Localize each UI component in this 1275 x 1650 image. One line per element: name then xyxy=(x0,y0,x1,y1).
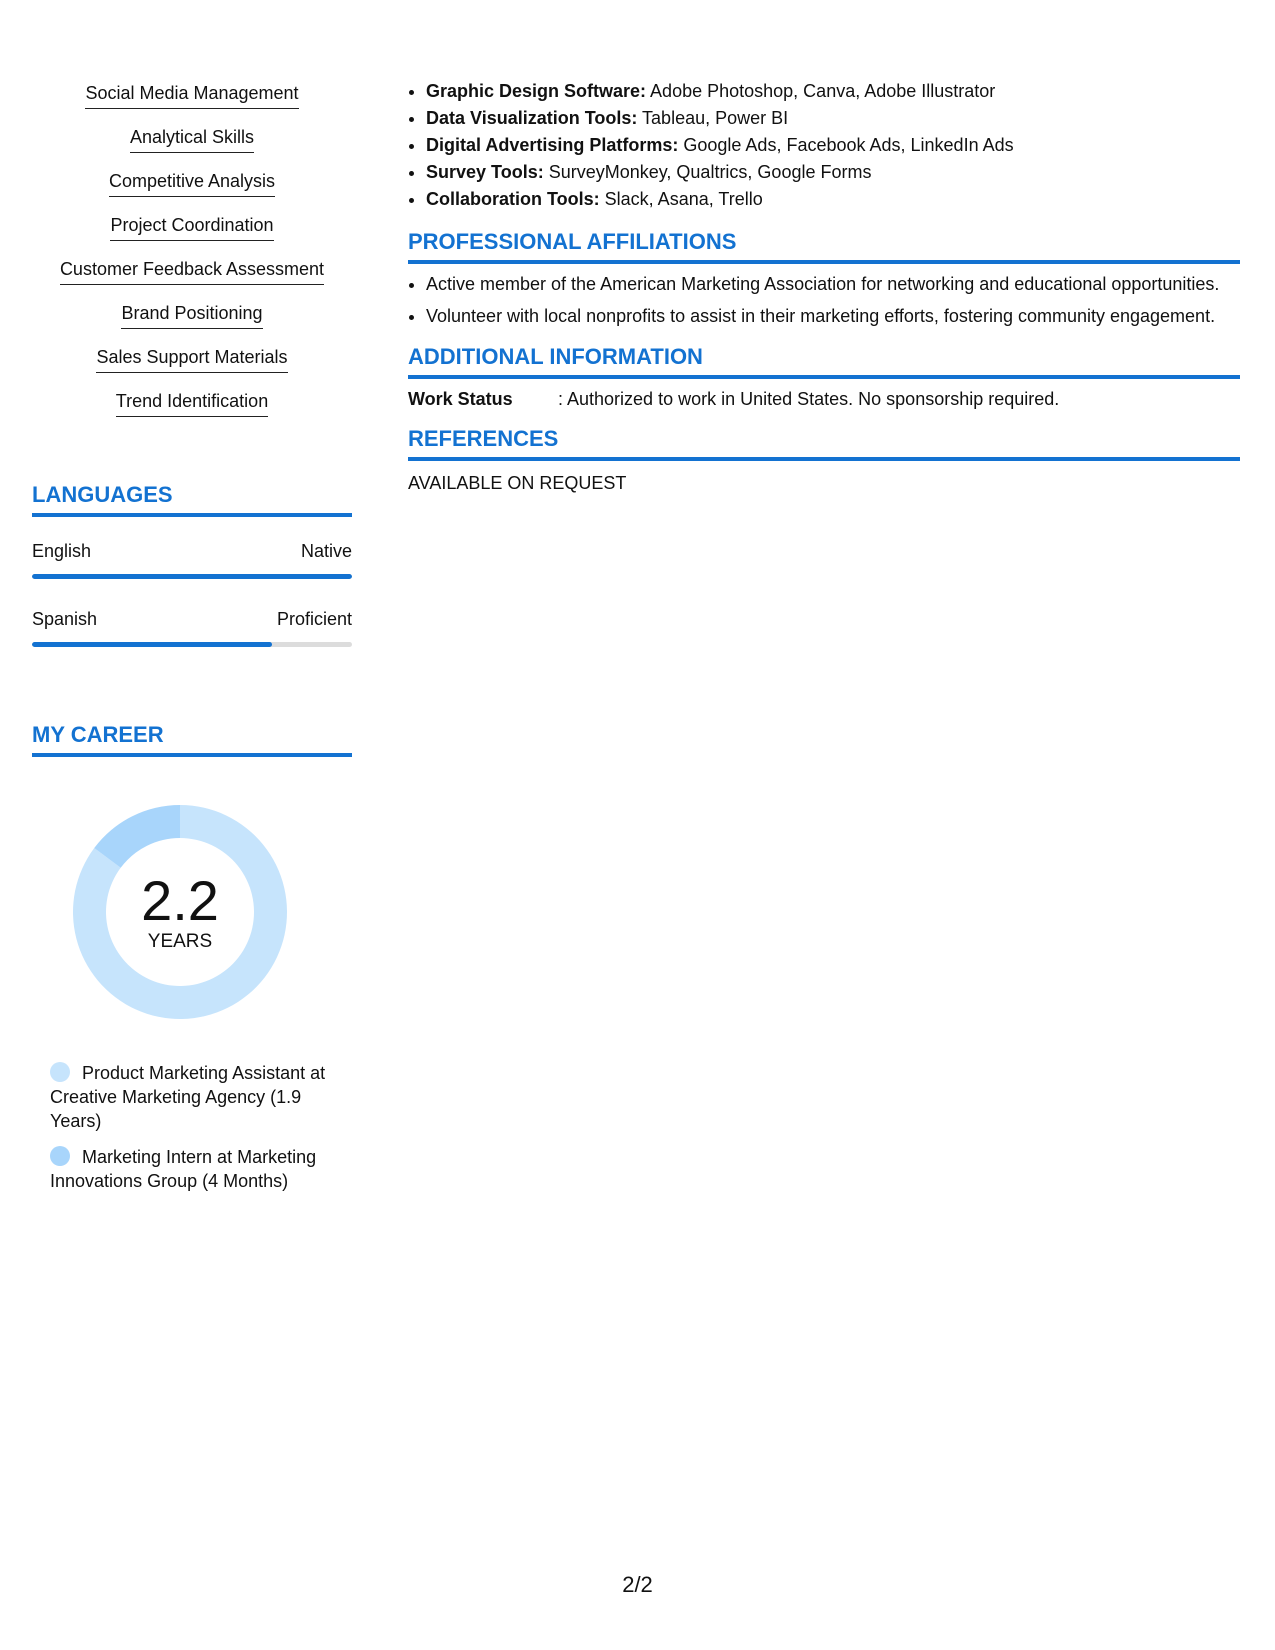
right-column xyxy=(408,78,1240,494)
career-heading: MY CAREER xyxy=(32,722,352,757)
language-level: Native xyxy=(300,541,352,561)
skill-item: Customer Feedback Assessment xyxy=(60,258,324,285)
language-level-fill xyxy=(32,574,352,579)
affiliations-heading: PROFESSIONAL AFFILIATIONS xyxy=(408,229,1240,264)
work-status-value: : Authorized to work in United States. No sponsorship required. xyxy=(558,389,1060,409)
language-item xyxy=(32,609,352,647)
skill-item: Social Media Management xyxy=(85,82,298,109)
tool-category: Collaboration Tools: xyxy=(426,189,600,209)
languages-section xyxy=(32,482,352,647)
work-status-row xyxy=(408,389,1240,410)
language-level-bar xyxy=(32,574,352,579)
career-total-value: 2.2 xyxy=(141,869,219,932)
tool-item xyxy=(426,186,1240,213)
language-level-bar xyxy=(32,642,352,647)
skill-item: Competitive Analysis xyxy=(109,170,275,197)
left-column xyxy=(32,82,352,1191)
career-legend-label: Marketing Intern at Marketing Innovations Group (4 Months) xyxy=(50,1147,317,1191)
references-heading: REFERENCES xyxy=(408,426,1240,461)
language-level: Proficient xyxy=(276,609,352,629)
career-section xyxy=(32,722,352,1205)
tool-values: Slack, Asana, Trello xyxy=(599,189,763,209)
skill-item: Trend Identification xyxy=(116,390,268,417)
language-level-fill xyxy=(32,642,272,647)
tool-category: Survey Tools: xyxy=(426,162,544,182)
tool-item xyxy=(426,105,1240,132)
skill-item: Project Coordination xyxy=(110,214,273,241)
page-number: 2/2 xyxy=(622,1572,653,1597)
languages-heading: LANGUAGES xyxy=(32,482,352,517)
tool-item xyxy=(426,78,1240,105)
skill-item: Sales Support Materials xyxy=(96,346,287,373)
career-legend xyxy=(50,1061,330,1193)
tool-values: Google Ads, Facebook Ads, LinkedIn Ads xyxy=(678,135,1014,155)
affiliation-item: • Active member of the American Marketing Association for networking and educational opportunities. xyxy=(426,272,1240,296)
language-name: Spanish xyxy=(32,609,98,629)
donut-center xyxy=(65,797,295,1027)
tool-item xyxy=(426,132,1240,159)
tool-category: Digital Advertising Platforms: xyxy=(426,135,679,155)
tools-list xyxy=(408,78,1240,213)
career-legend-label: Product Marketing Assistant at Creative Marketing Agency (1.9 Years) xyxy=(50,1063,326,1131)
affiliation-item: • Volunteer with local nonprofits to assist in their marketing efforts, fostering community engagement. xyxy=(426,304,1240,328)
language-item xyxy=(32,541,352,579)
tool-category: Data Visualization Tools: xyxy=(426,108,638,128)
career-total-unit: YEARS xyxy=(147,931,213,952)
tool-item xyxy=(426,159,1240,186)
tool-values: SurveyMonkey, Qualtrics, Google Forms xyxy=(543,162,872,182)
tool-category: Graphic Design Software: xyxy=(426,81,647,101)
career-legend-item xyxy=(50,1061,330,1133)
references-text: AVAILABLE ON REQUEST xyxy=(408,473,627,493)
skill-item: Brand Positioning xyxy=(121,302,262,329)
additional-info-heading: ADDITIONAL INFORMATION xyxy=(408,344,1240,379)
legend-dot-icon xyxy=(50,1062,70,1082)
skill-item: Analytical Skills xyxy=(130,126,254,153)
career-legend-item xyxy=(50,1145,330,1193)
skills-list xyxy=(32,82,352,434)
affiliations-list xyxy=(408,272,1240,328)
language-name: English xyxy=(32,541,92,561)
tool-values: Tableau, Power BI xyxy=(637,108,789,128)
legend-dot-icon xyxy=(50,1146,70,1166)
tool-values: Adobe Photoshop, Canva, Adobe Illustrator xyxy=(646,81,996,101)
work-status-label: Work Status xyxy=(408,389,513,409)
career-donut-chart xyxy=(65,797,295,1027)
